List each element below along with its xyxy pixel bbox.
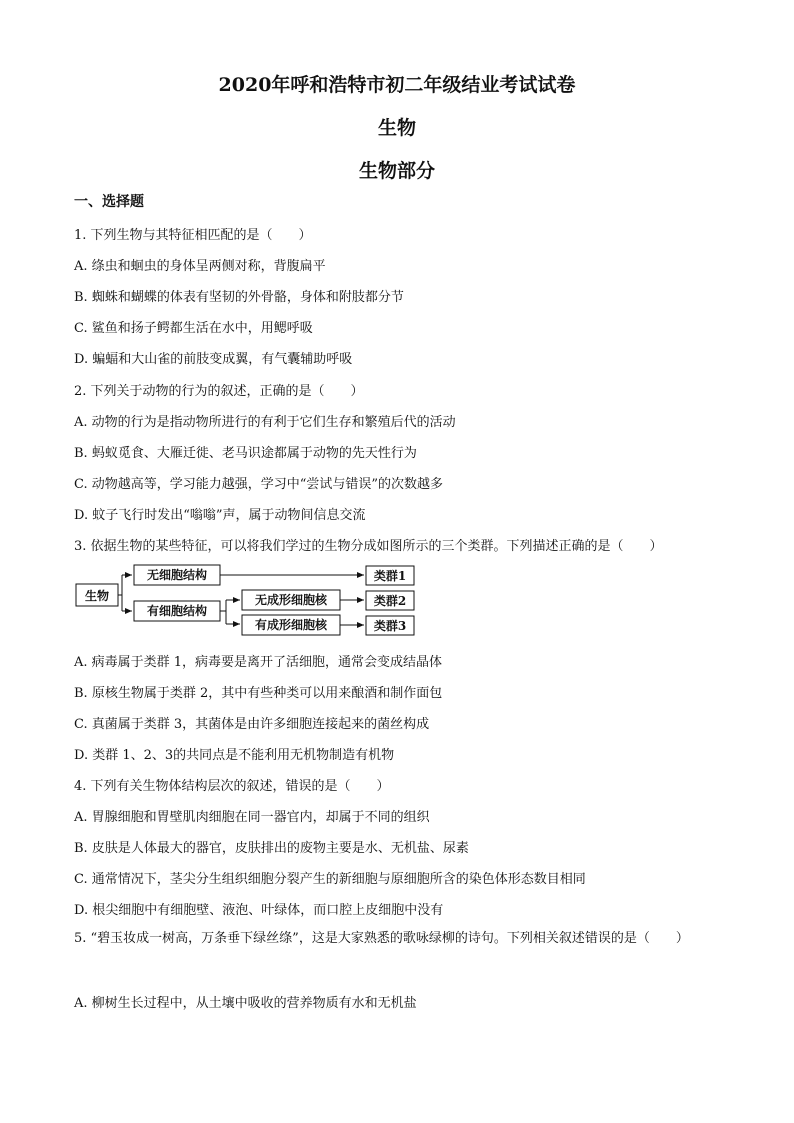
question-1-stem: 1. 下列生物与其特征相匹配的是（ ） (74, 228, 312, 243)
diagram-has-nucleus-label: 有成形细胞核 (254, 618, 328, 632)
diagram-no-cell-label: 无细胞结构 (146, 568, 208, 582)
question-5-option-a: A. 柳树生长过程中，从土壤中吸收的营养物质有水和无机盐 (74, 996, 417, 1011)
question-2-option-b: B. 蚂蚁觅食、大雁迁徙、老马识途都属于动物的先天性行为 (74, 446, 417, 461)
section-heading: 一、选择题 (74, 194, 144, 210)
diagram-has-cell-label: 有细胞结构 (146, 604, 208, 618)
question-3-option-b: B. 原核生物属于类群 2，其中有些种类可以用来酿酒和制作面包 (74, 686, 443, 701)
question-2-option-a: A. 动物的行为是指动物所进行的有利于它们生存和繁殖后代的活动 (74, 415, 456, 430)
classification-diagram (74, 562, 424, 642)
question-1-option-a: A. 绦虫和蛔虫的身体呈两侧对称，背腹扁平 (74, 259, 326, 274)
question-1-option-d: D. 蝙蝠和大山雀的前肢变成翼，有气囊辅助呼吸 (74, 352, 353, 367)
diagram-no-nucleus-label: 无成形细胞核 (254, 593, 328, 607)
part-title: 生物部分 (358, 160, 435, 182)
question-3-option-d: D. 类群 1、2、3的共同点是不能利用无机物制造有机物 (74, 748, 395, 763)
diagram-group3-label: 类群3 (373, 619, 407, 633)
exam-title: 2020年呼和浩特市初二年级结业考试试卷 (218, 74, 576, 96)
question-4-stem: 4. 下列有关生物体结构层次的叙述，错误的是（ ） (74, 779, 390, 794)
question-4-option-c: C. 通常情况下，茎尖分生组织细胞分裂产生的新细胞与原细胞所含的染色体形态数目相同 (74, 872, 586, 887)
question-4-option-d: D. 根尖细胞中有细胞壁、液泡、叶绿体，而口腔上皮细胞中没有 (74, 903, 444, 918)
question-3-option-c: C. 真菌属于类群 3，其菌体是由许多细胞连接起来的菌丝构成 (74, 717, 430, 732)
diagram-group1-label: 类群1 (373, 569, 407, 583)
question-2-stem: 2. 下列关于动物的行为的叙述，正确的是（ ） (74, 384, 364, 399)
question-4-option-b: B. 皮肤是人体最大的器官，皮肤排出的废物主要是水、无机盐、尿素 (74, 841, 469, 856)
question-3-option-a: A. 病毒属于类群 1，病毒要是离开了活细胞，通常会变成结晶体 (74, 655, 443, 670)
diagram-group2-label: 类群2 (373, 594, 407, 608)
question-1-option-c: C. 鲨鱼和扬子鳄都生活在水中，用鳃呼吸 (74, 321, 313, 336)
question-4-option-a: A. 胃腺细胞和胃壁肌肉细胞在同一器官内，却属于不同的组织 (74, 810, 430, 825)
subject-title: 生物 (377, 117, 416, 139)
question-3-stem: 3. 依据生物的某些特征，可以将我们学过的生物分成如图所示的三个类群。下列描述正确的是（ ） (74, 539, 663, 554)
question-1-option-b: B. 蜘蛛和蝴蝶的体表有坚韧的外骨骼，身体和附肢都分节 (74, 290, 404, 305)
question-2-option-d: D. 蚊子飞行时发出“嗡嗡”声，属于动物间信息交流 (74, 508, 366, 523)
diagram-root-label: 生物 (84, 589, 110, 603)
question-2-option-c: C. 动物越高等，学习能力越强，学习中“尝试与错误”的次数越多 (74, 477, 444, 492)
question-5-stem: 5. “碧玉妆成一树高，万条垂下绿丝绦”，这是大家熟悉的歌咏绿柳的诗句。下列相关叙述错误的是（ ） (74, 931, 689, 946)
